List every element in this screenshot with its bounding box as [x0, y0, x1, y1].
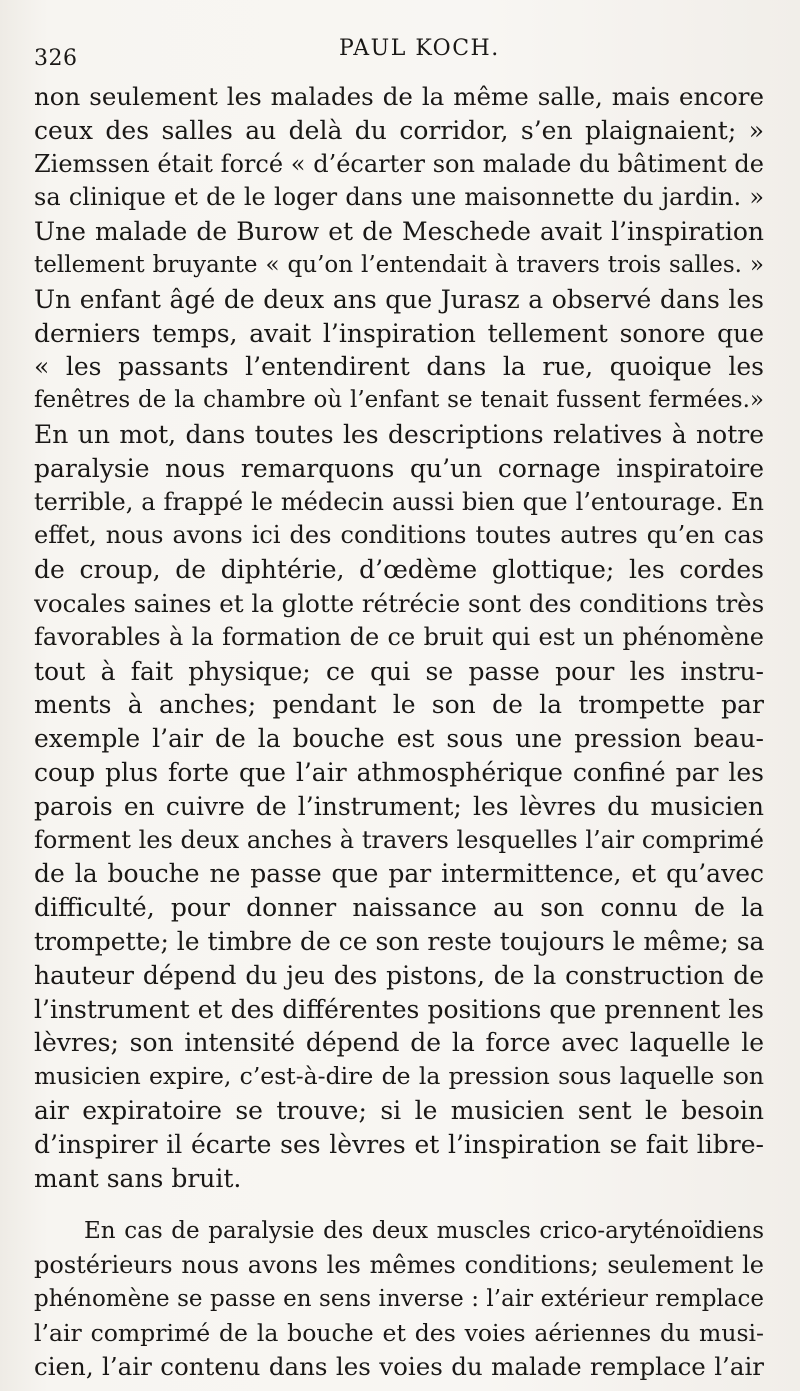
running-head: PAUL KOCH. [339, 36, 500, 61]
text-line: derniers temps, avait l’inspiration tellement sonore que [34, 318, 764, 348]
text-line: air expiratoire se trouve; si le musicien sent le besoin [34, 1095, 764, 1125]
text-line: difficulté, pour donner naissance au son connu de la [34, 893, 764, 923]
text-line: cien, l’air contenu dans les voies du malade remplace l’air [34, 1352, 764, 1382]
text-line: exemple l’air de la bouche est sous une pression beau- [34, 724, 764, 754]
text-line: terrible, a frappé le médecin aussi bien que l’entourage. En [34, 487, 764, 516]
paragraph-gap [34, 1195, 764, 1215]
text-line: d’inspirer il écarte ses lèvres et l’inspiration se fait libre- [34, 1129, 764, 1159]
text-line: de croup, de diphtérie, d’œdème glottique; les cordes [34, 555, 764, 585]
text-line: paralysie nous remarquons qu’un cornage inspiratoire [34, 453, 764, 483]
text-line: forment les deux anches à travers lesquelles l’air comprimé [34, 825, 764, 854]
text-line: favorables à la formation de ce bruit qui est un phénomène [34, 622, 764, 651]
text-line: l’air comprimé de la bouche et des voies aériennes du musi- [34, 1318, 764, 1347]
text-line: mant sans bruit. [34, 1163, 242, 1193]
text-line: Une malade de Burow et de Meschede avait l’inspiration [34, 217, 764, 247]
text-line: sa clinique et de le loger dans une maisonnette du jardin. » [34, 183, 764, 212]
text-line: hauteur dépend du jeu des pistons, de la construction de [34, 960, 764, 990]
page-number: 326 [34, 46, 78, 71]
text-line: de la bouche ne passe que par intermittence, et qu’avec [34, 859, 764, 889]
paragraph-2 [34, 1215, 764, 1384]
text-line: l’instrument et des différentes positions que prennent les [34, 994, 764, 1024]
text-line: Un enfant âgé de deux ans que Jurasz a observé dans les [34, 284, 764, 314]
text-line: « les passants l’entendirent dans la rue, quoique les [34, 352, 764, 382]
text-line: phénomène se passe en sens inverse : l’air extérieur remplace [34, 1285, 764, 1312]
text-line: fenêtres de la chambre où l’enfant se tenait fussent fermées.» [34, 387, 764, 414]
text-line: coup plus forte que l’air athmosphérique confiné par les [34, 757, 764, 787]
text-line: musicien expire, c’est-à-dire de la pression sous laquelle son [34, 1062, 764, 1091]
page-header [34, 32, 774, 71]
text-line: En cas de paralysie des deux muscles crico-aryténoïdiens [84, 1218, 764, 1245]
text-line: ments à anches; pendant le son de la trompette par [34, 690, 764, 720]
text-line: En un mot, dans toutes les descriptions relatives à notre [34, 419, 764, 449]
text-line: postérieurs nous avons les mêmes conditions; seulement le [34, 1251, 764, 1280]
text-line: parois en cuivre de l’instrument; les lèvres du musicien [34, 791, 764, 821]
text-line: lèvres; son intensité dépend de la force avec laquelle le [34, 1028, 764, 1058]
text-line: tellement bruyante « qu’on l’entendait à travers trois salles. » [34, 251, 764, 278]
text-line: trompette; le timbre de ce son reste toujours le même; sa [34, 926, 764, 956]
text-line: Ziemssen était forcé « d’écarter son malade du bâtiment de [34, 149, 764, 178]
text-line: tout à fait physique; ce qui se passe pour les instru- [34, 656, 764, 686]
text-line: vocales saines et la glotte rétrécie sont des conditions très [34, 588, 764, 618]
paragraph-1 [34, 80, 764, 1195]
text-line: non seulement les malades de la même salle, mais encore [34, 82, 764, 111]
body-text [34, 80, 764, 1384]
text-line: effet, nous avons ici des conditions toutes autres qu’en cas [34, 521, 764, 550]
text-line: ceux des salles au delà du corridor, s’en plaignaient; » [34, 115, 764, 145]
